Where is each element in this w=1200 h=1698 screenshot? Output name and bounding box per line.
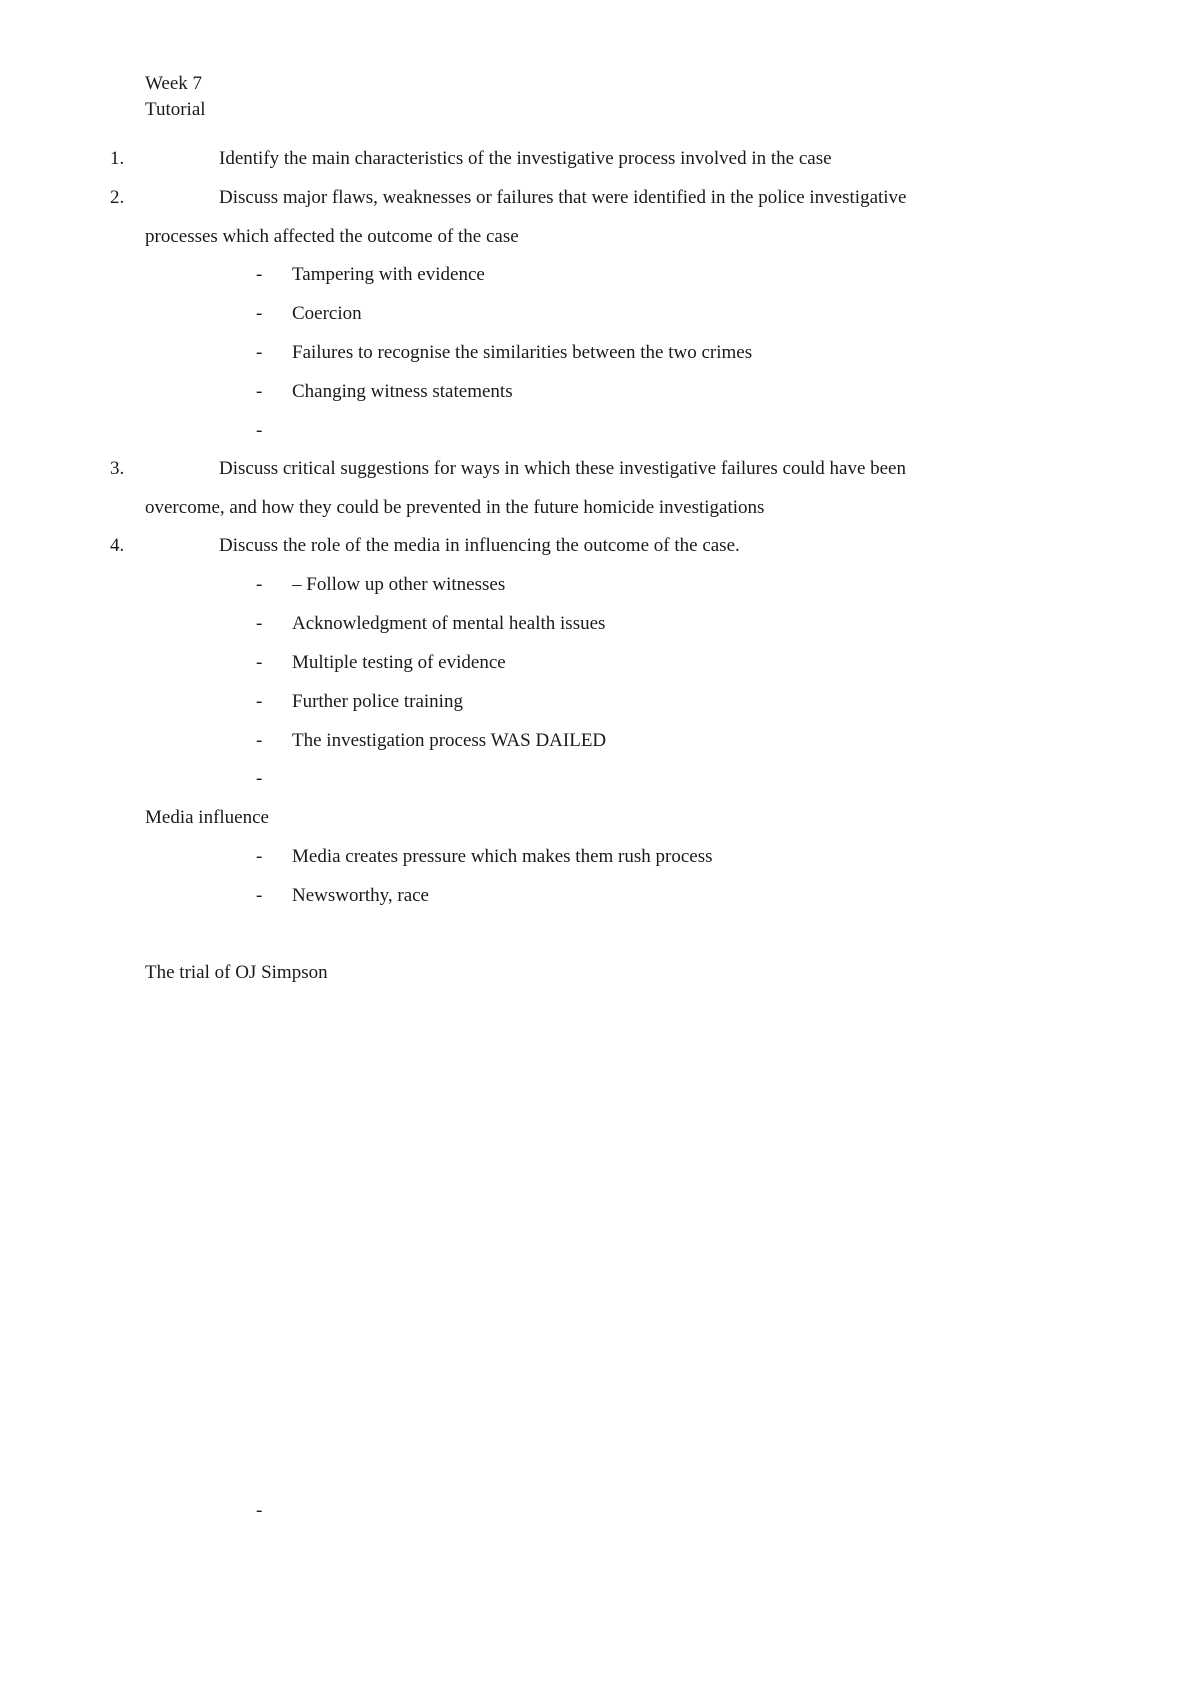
suggestion-item: Acknowledgment of mental health issues <box>292 613 606 634</box>
flaw-item: Changing witness statements <box>292 381 513 402</box>
question-3-text-line1: Discuss critical suggestions for ways in which these investigative failures could have been <box>219 458 906 479</box>
question-2-text-line2: processes which affected the outcome of the case <box>145 226 519 247</box>
tutorial-heading: Tutorial <box>145 99 206 120</box>
bullet-dash: - <box>256 730 263 751</box>
bullet-dash: - <box>256 342 263 363</box>
media-item: Media creates pressure which makes them rush process <box>292 846 713 867</box>
flaw-item: Coercion <box>292 303 362 324</box>
suggestion-item: – Follow up other witnesses <box>292 574 506 595</box>
media-item: Newsworthy, race <box>292 885 429 906</box>
bullet-dash-empty: - <box>256 420 263 441</box>
closing-note: The trial of OJ Simpson <box>145 962 328 983</box>
question-3-number: 3. <box>110 458 125 479</box>
bullet-dash: - <box>256 846 263 867</box>
bullet-dash: - <box>256 652 263 673</box>
bullet-dash: - <box>256 613 263 634</box>
bullet-dash: - <box>256 303 263 324</box>
bullet-dash: - <box>256 885 263 906</box>
bullet-dash: - <box>256 574 263 595</box>
week-heading: Week 7 <box>145 73 203 94</box>
bullet-dash-trailing: - <box>256 1500 263 1521</box>
media-influence-heading: Media influence <box>145 807 269 828</box>
suggestion-item: Further police training <box>292 691 463 712</box>
bullet-dash: - <box>256 691 263 712</box>
question-4-number: 4. <box>110 535 125 556</box>
question-3-text-line2: overcome, and how they could be prevented in the future homicide investigations <box>145 497 765 518</box>
flaw-item: Failures to recognise the similarities between the two crimes <box>292 342 753 363</box>
bullet-dash: - <box>256 264 263 285</box>
suggestion-item: Multiple testing of evidence <box>292 652 506 673</box>
question-2-number: 2. <box>110 187 125 208</box>
suggestion-item: The investigation process WAS DAILED <box>292 730 607 751</box>
question-1-number: 1. <box>110 148 125 169</box>
question-4-text: Discuss the role of the media in influencing the outcome of the case. <box>219 535 740 556</box>
question-1-text: Identify the main characteristics of the investigative process involved in the case <box>219 148 832 169</box>
flaw-item: Tampering with evidence <box>292 264 485 285</box>
bullet-dash: - <box>256 381 263 402</box>
bullet-dash-empty: - <box>256 768 263 789</box>
question-2-text-line1: Discuss major flaws, weaknesses or failures that were identified in the police investigative <box>219 187 907 208</box>
